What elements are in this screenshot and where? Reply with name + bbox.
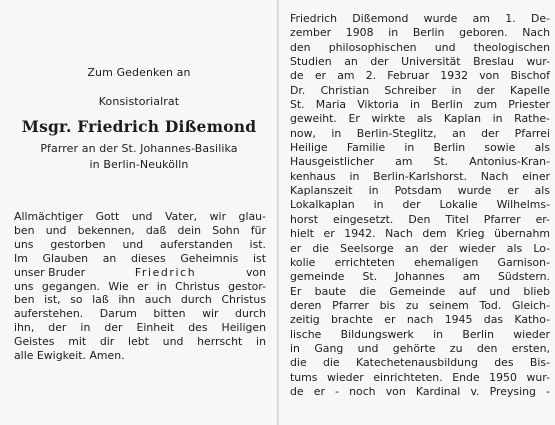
- bio-line: den philosophischen und theologischen: [290, 40, 550, 54]
- bio-line: gemeinde St. Johannes am Südstern.: [290, 270, 550, 284]
- prayer-fragment: unser Bruder: [14, 265, 86, 279]
- prayer-line: uns gestorben und auferstanden ist.: [14, 237, 266, 251]
- prayer-line: Allmächtiger Gott und Vater, wir glau-: [14, 210, 266, 223]
- bio-line: horst eingesetzt. Den Titel Pfarrer er-: [290, 212, 550, 226]
- prayer-line: ben und bekennen, daß dein Sohn für: [14, 223, 266, 237]
- prayer-line: ihn, der in der Einheit des Heiligen: [14, 321, 266, 335]
- prayer-line: Geistes mit dir lebt und herrscht in: [14, 335, 266, 349]
- office-line-2: in Berlin-Neukölln: [89, 158, 189, 171]
- bio-line: geweiht. Er wirkte als Kaplan in Rathe-: [290, 112, 550, 126]
- right-panel: [279, 0, 555, 425]
- prayer-fragment: von: [245, 265, 266, 279]
- memorial-heading: Zum Gedenken an: [87, 66, 191, 79]
- bio-line: in Gang und gehörte zu den ersten,: [290, 341, 550, 355]
- bio-line: Friedrich Dißemond wurde am 1. De-: [290, 12, 550, 25]
- bio-line: kolie errichteten ehemaligen Garnison-: [290, 255, 550, 269]
- bio-line: er die Seelsorge an der wieder als Lo-: [290, 241, 550, 255]
- bio-line: deren Pfarrer bis zu seinem Tod. Gleich-: [290, 298, 550, 312]
- bio-line: zember 1908 in Berlin geboren. Nach: [290, 26, 550, 40]
- prayer-line: uns gegangen. Wie er in Christus gestor-: [14, 279, 266, 293]
- bio-line: hielt er 1942. Nach dem Krieg übernahm: [290, 227, 550, 241]
- prayer-text: [14, 210, 266, 363]
- bio-line: now, in Berlin-Steglitz, an der Pfarrei: [290, 126, 550, 140]
- bio-line: de er - noch von Kardinal v. Preysing -: [290, 384, 550, 398]
- prayer-name-emphasis: Friedrich: [134, 265, 197, 279]
- bio-line: Lokalkaplan in der Lokalie Wilhelms-: [290, 198, 550, 212]
- bio-line: Hausgeistlicher am St. Antonius-Kran-: [290, 155, 550, 169]
- prayer-line: Im Glauben an dieses Geheimnis ist: [14, 251, 266, 265]
- bio-line: Studien an der Universität Breslau wur-: [290, 55, 550, 69]
- prayer-line: ben ist, so laß ihn auch durch Christus: [14, 293, 266, 307]
- bio-line: tums wieder einrichteten. Ende 1950 wur-: [290, 370, 550, 384]
- bio-line: St. Maria Viktoria in Berlin zum Priester: [290, 98, 550, 112]
- bio-line: de er am 2. Februar 1932 von Bischof: [290, 69, 550, 83]
- bio-line: lische Bildungswerk in Berlin wieder: [290, 327, 550, 341]
- bio-line: die die Katechetenausbildung des Bis-: [290, 356, 550, 370]
- prayer-line: alle Ewigkeit. Amen.: [14, 349, 125, 363]
- bio-line: Er baute die Gemeinde auf und blieb: [290, 284, 550, 298]
- bio-line: Dr. Christian Schreiber in der Kapelle: [290, 83, 550, 97]
- prayer-line: auferstehen. Darum bitten wir durch: [14, 307, 266, 321]
- bio-line: Kaplanszeit in Potsdam wurde er als: [290, 184, 550, 198]
- office-line-1: Pfarrer an der St. Johannes-Basilika: [40, 142, 238, 155]
- bio-line: zeitig brachte er nach 1945 das Katho-: [290, 313, 550, 327]
- deceased-name: Msgr. Friedrich Dißemond: [21, 117, 257, 136]
- honorary-title: Konsistorialrat: [98, 95, 180, 108]
- bio-line: kenhaus in Berlin-Karlshorst. Nach einer: [290, 169, 550, 183]
- prayer-line: [14, 266, 266, 280]
- bio-line: Heilige Familie in Berlin sowie als: [290, 141, 550, 155]
- biography-text: [290, 12, 550, 399]
